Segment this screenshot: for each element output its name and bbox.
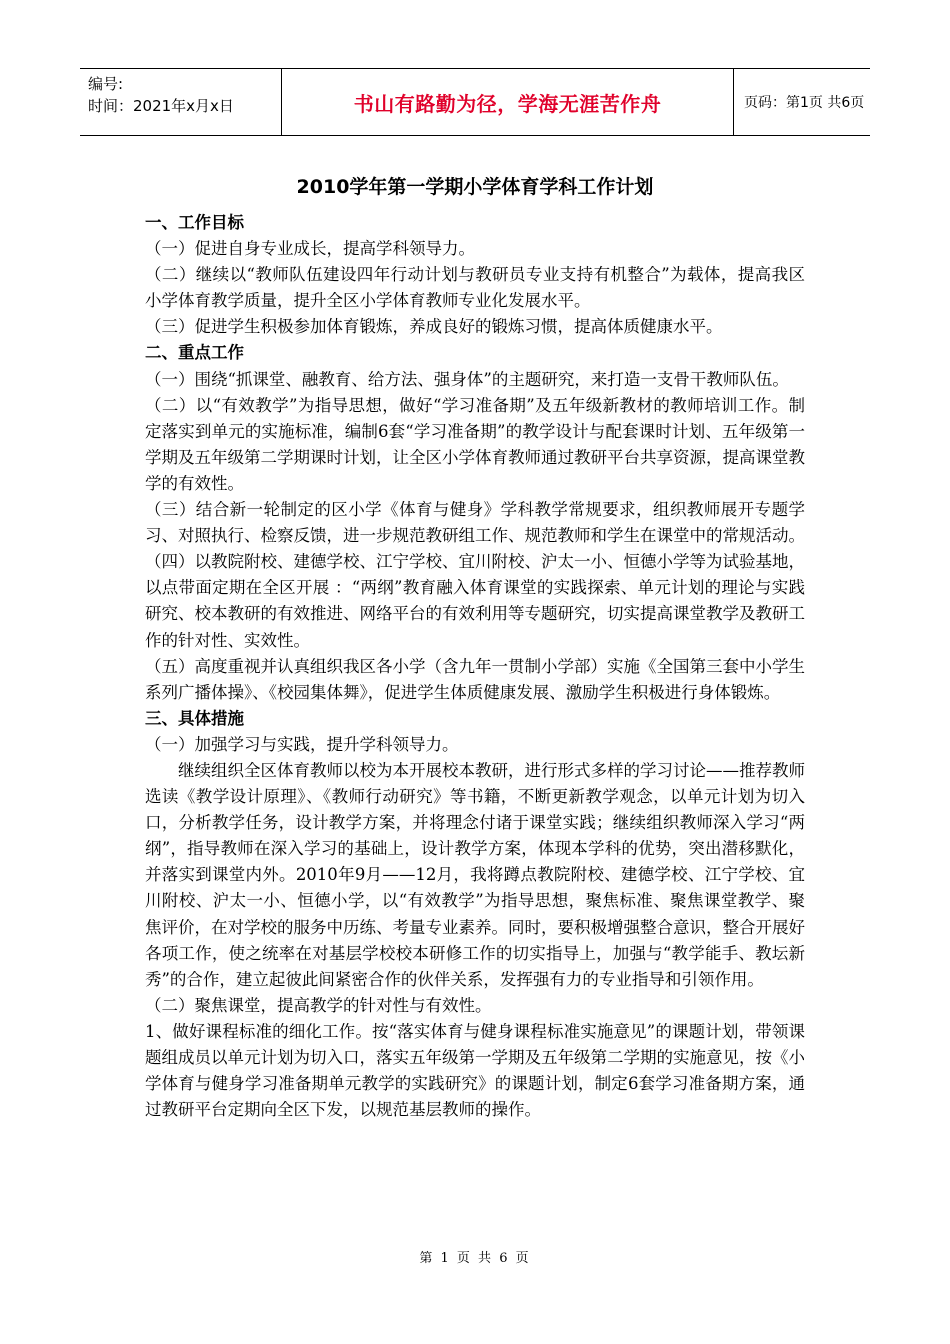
- page-footer: 第 1 页 共 6 页: [419, 1251, 531, 1266]
- paragraph: （二）以“有效教学”为指导思想，做好“学习准备期”及五年级新教材的教师培训工作。制定落实到单元的实施标准，编制6套“学习准备期”的教学设计与配套课时计划、五年级第一学期及五年级第二学期课时计划，让全区小学体育教师通过教研平台共享资源，提高课堂教学的有效性。: [145, 395, 805, 493]
- paragraph: （二）继续以“教师队伍建设四年行动计划与教研员专业支持有机整合”为载体，提高我区小学体育教学质量，提升全区小学体育教师专业化发展水平。: [145, 265, 805, 311]
- paragraph: 1、做好课程标准的细化工作。按“落实体育与健身课程标准实施意见”的课题计划，带领课题组成员以单元计划为切入口，落实五年级第一学期及五年级第二学期的实施意见，按《小学体育与健身学习准备期单元教学的实践研究》的课题计划，制定6套学习准备期方案，通过教研平台定期向全区下发，以规范基层教师的操作。: [145, 1021, 805, 1120]
- header-motto: 书山有路勤为径，学海无涯苦作舟: [282, 69, 734, 135]
- paragraph: （三）结合新一轮制定的区小学《体育与健身》学科教学常规要求，组织教师展开专题学习、对照执行、检察反馈，进一步规范教研组工作、规范教师和学生在课堂中的常规活动。: [145, 500, 805, 546]
- paragraph: （一）加强学习与实践，提升学科领导力。: [145, 734, 459, 754]
- section-heading-goals: 一、工作目标: [145, 213, 244, 232]
- header-page-info: 页码：第1页 共6页: [744, 95, 865, 111]
- paragraph: （三）促进学生积极参加体育锻炼，养成良好的锻炼习惯，提高体质健康水平。: [145, 317, 723, 337]
- section-heading-measures: 三、具体措施: [145, 708, 244, 728]
- header-meta: [80, 69, 282, 135]
- section-heading-key-work: 二、重点工作: [145, 343, 244, 363]
- paragraph: 继续组织全区体育教师以校为本开展校本教研，进行形式多样的学习讨论——推荐教师选读《教学设计原理》、《教师行动研究》等书籍，不断更新教学观念，以单元计划为切入口，分析教学任务，设计教学方案，并将理念付诸于课堂实践；继续组织教师深入学习“两纲”，指导教师在深入学习的基础上，设计教学方案，体现本学科的优势，突出潜移默化，并落实到课堂内外。2010年9月——12月，我将蹲点教院附校、建德学校、江宁学校、宜川附校、沪太一小、恒德小学，以“有效教学”为指导思想，聚焦标准、聚焦课堂教学、聚焦评价，在对学校的服务中历练、考量专业素养。同时，要积极增强整合意识，整合开展好各项工作，使之统率在对基层学校校本研修工作的切实指导上，加强与“教学能手、教坛新秀”的合作，建立起彼此间紧密合作的伙伴关系，发挥强有力的专业指导和引领作用。: [145, 760, 805, 989]
- document-body: [145, 210, 805, 1123]
- paragraph: （一）促进自身专业成长，提高学科领导力。: [145, 239, 475, 259]
- paragraph: （一）围绕“抓课堂、融教育、给方法、强身体”的主题研究，来打造一支骨干教师队伍。: [145, 369, 789, 389]
- time-label: 时间：2021年x月x日: [88, 97, 234, 115]
- serial-label: 编号:: [88, 75, 124, 93]
- paragraph: （五）高度重视并认真组织我区各小学（含九年一贯制小学部）实施《全国第三套中小学生系列广播体操》、《校园集体舞》，促进学生体质健康发展、激励学生积极进行身体锻炼。: [145, 656, 805, 702]
- header-table: [80, 68, 870, 136]
- paragraph: （二）聚焦课堂，提高教学的针对性与有效性。: [145, 995, 492, 1015]
- document-title: 2010学年第一学期小学体育学科工作计划: [296, 176, 654, 198]
- paragraph: （四）以教院附校、建德学校、江宁学校、宜川附校、沪太一小、恒德小学等为试验基地，以点带面定期在全区开展 ：“两纲”教育融入体育课堂的实践探索、单元计划的理论与实践研究、校本教研的有效推进、网络平台的有效利用等专题研究，切实提高课堂教学及教研工作的针对性、实效性。: [145, 552, 805, 650]
